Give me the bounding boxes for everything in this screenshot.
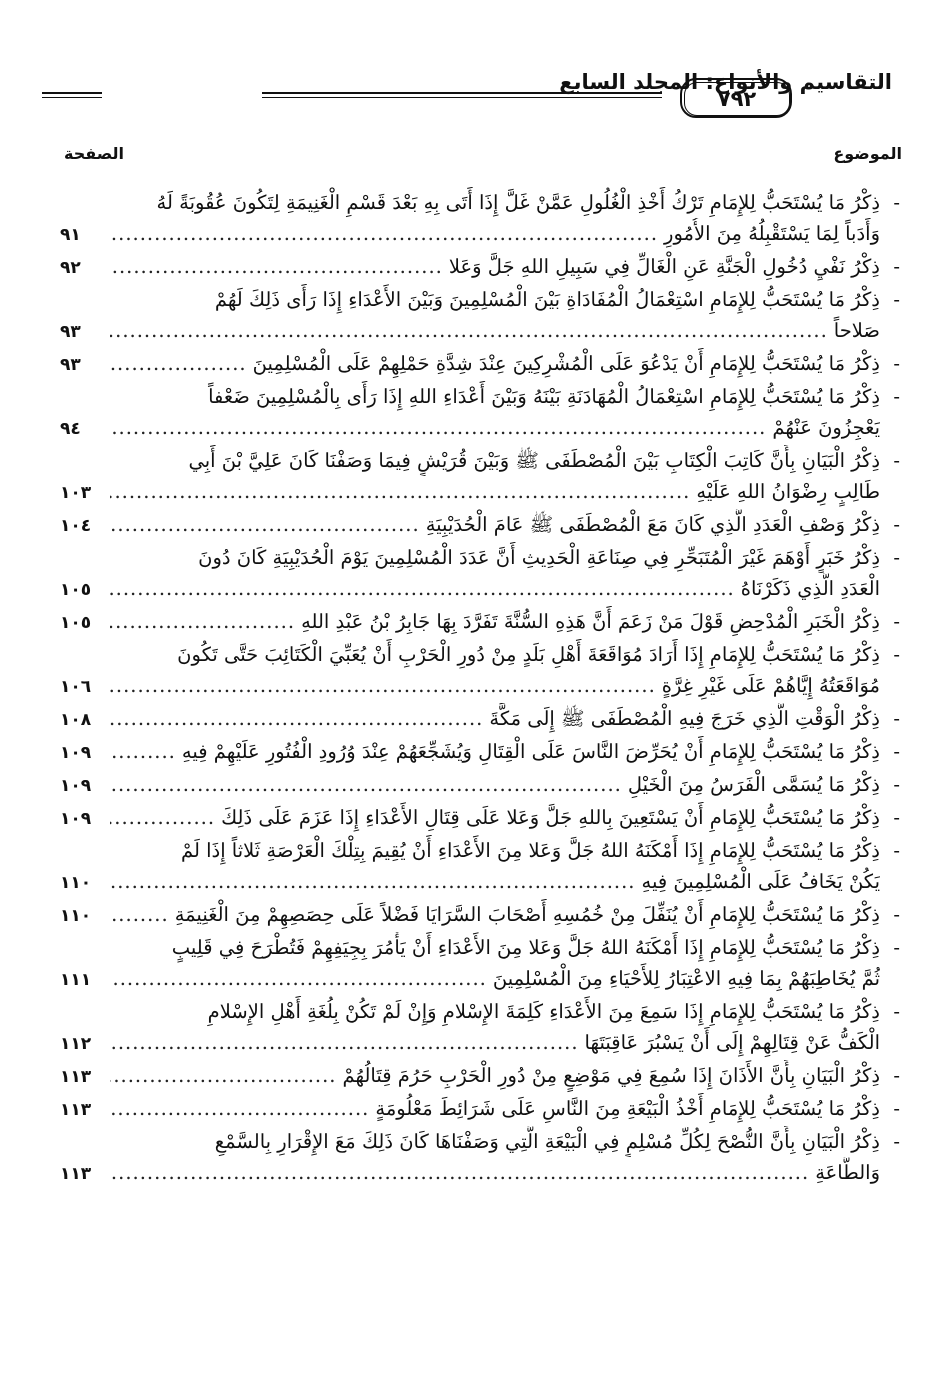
dot-leader bbox=[110, 963, 487, 994]
entry-page-number: ١١٢ bbox=[60, 1034, 92, 1054]
index-entry bbox=[60, 251, 900, 284]
running-title: التقاسيم والأنواع: المجلد السابع bbox=[559, 70, 892, 94]
entry-bullet: - bbox=[893, 839, 900, 862]
dot-leader bbox=[110, 866, 636, 897]
dot-leader bbox=[110, 670, 656, 701]
entry-bullet: - bbox=[893, 1000, 900, 1023]
index-entry bbox=[60, 835, 900, 899]
entry-text: ذِكْرُ مَا يُسْتَحَبُّ لِلإِمَامِ إِذَا أَرَادَ مُوَاقَعَةَ أَهْلِ بَلَدٍ مِنْ دُورِ الْحَرْبِ أَنْ يُعَبِّيَ الْكَتَائِبَ حَتَّى تَكُونَ bbox=[177, 643, 880, 666]
entry-text: ذِكْرُ مَا يُسْتَحَبُّ لِلإِمَامِ إِذَا سَمِعَ مِنَ الأَعْدَاءِ كَلِمَةَ الإِسْلامِ وَإِنْ لَمْ تَكُنْ بِلُغَةِ أَهْلِ الإِسْلامِ bbox=[207, 1000, 880, 1023]
dot-leader bbox=[110, 1093, 369, 1124]
entry-page-number: ٩٣ bbox=[60, 355, 81, 375]
index-entry bbox=[60, 703, 900, 736]
header-rule-left bbox=[42, 92, 102, 98]
entry-bullet: - bbox=[893, 707, 900, 730]
entry-text: ذِكْرُ وَصْفِ الْعَدَدِ الَّذِي كَانَ مَعَ الْمُصْطَفَى ﷺ عَامَ الْحُدَيْبِيَةِ bbox=[425, 513, 880, 536]
entry-text: ثُمَّ يُخَاطِبَهُمْ بِمَا فِيهِ الاعْتِبَارُ لِلأَحْيَاءِ مِنَ الْمُسْلِمِينَ bbox=[492, 967, 880, 990]
entry-page-number: ١٠٤ bbox=[60, 516, 92, 536]
dot-leader bbox=[110, 802, 215, 833]
entry-text: ذِكْرُ الْبَيَانِ بِأَنَّ الأَذَانَ إِذَا سُمِعَ فِي مَوْضِعٍ مِنْ دُورِ الْحَرْبِ حَرُمَ قِتَالُهُمْ bbox=[342, 1064, 880, 1087]
entry-bullet: - bbox=[893, 903, 900, 926]
index-entry bbox=[60, 802, 900, 835]
index-entry bbox=[60, 381, 900, 445]
entry-text: طَالِبٍ رِضْوَانُ اللهِ عَلَيْهِ bbox=[696, 480, 880, 503]
entry-text: ذِكْرُ خَبَرٍ أَوْهَمَ غَيْرَ الْمُتَبَحِّرِ فِي صِنَاعَةِ الْحَدِيثِ أَنَّ عَدَدَ الْمُسْلِمِينَ يَوْمَ الْحُدَيْبِيَةِ كَانَ دُونَ bbox=[198, 546, 880, 569]
entry-text: ذِكْرُ مَا يُسْتَحَبُّ لِلإِمَامِ أَنْ يَسْتَعِينَ بِاللهِ جَلَّ وَعَلا عَلَى قِتَالِ الأَعْدَاءِ إِذَا عَزَمَ عَلَى ذَلِكَ bbox=[221, 806, 880, 829]
entry-bullet: - bbox=[893, 546, 900, 569]
index-entry bbox=[60, 284, 900, 348]
entry-page-number: ٩٤ bbox=[60, 419, 81, 439]
index-entry bbox=[60, 187, 900, 251]
entry-bullet: - bbox=[893, 936, 900, 959]
page-column-heading: الصفحة bbox=[64, 144, 125, 163]
entry-text: ذِكْرُ مَا يُسْتَحَبُّ لِلإِمَامِ أَنْ يَدْعُوَ عَلَى الْمُشْرِكِينَ عِنْدَ شِدَّةِ حَمْلِهِمْ عَلَى الْمُسْلِمِينَ bbox=[252, 352, 880, 375]
page-number: ٧٩٢ bbox=[684, 82, 790, 116]
entry-bullet: - bbox=[893, 449, 900, 472]
entry-text: ذِكْرُ مَا يُسْتَحَبُّ لِلإِمَامِ تَرْكُ أَخْذِ الْغُلُولِ عَمَّنْ غَلَّ إِذَا أَتَى بِهِ بَعْدَ قَسْمِ الْغَنِيمَةِ لِتَكُونَ عُقُوبَةً لَهُ bbox=[156, 191, 880, 214]
entry-bullet: - bbox=[893, 1097, 900, 1120]
dot-leader bbox=[110, 1060, 337, 1091]
entry-bullet: - bbox=[893, 352, 900, 375]
index-entry bbox=[60, 348, 900, 381]
entry-text: ذِكْرُ مَا يُسْتَحَبُّ لِلإِمَامِ اسْتِعْمَالُ الْمُفَادَاةِ بَيْنَ الْمُسْلِمِينَ وَبَيْنَ الأَعْدَاءِ إِذَا رَأَى ذَلِكَ لَهُمْ bbox=[214, 288, 880, 311]
entry-text: الْعَدَدِ الَّذِي ذَكَرْنَاهُ bbox=[740, 577, 880, 600]
index-entries bbox=[60, 187, 900, 1190]
index-entry bbox=[60, 899, 900, 932]
dot-leader bbox=[110, 348, 247, 379]
index-entry bbox=[60, 769, 900, 802]
dot-leader bbox=[110, 703, 483, 734]
entry-page-number: ١٠٨ bbox=[60, 710, 92, 730]
entry-bullet: - bbox=[893, 255, 900, 278]
dot-leader bbox=[110, 476, 690, 507]
entry-bullet: - bbox=[893, 513, 900, 536]
entry-text: ذِكْرُ مَا يُسْتَحَبُّ لِلإِمَامِ أَنْ يُحَرِّضَ النَّاسَ عَلَى الْقِتَالِ وَيُشَجِّعَهُمْ عِنْدَ وُرُودِ الْفُتُورِ عَلَيْهِمْ فِيهِ bbox=[181, 740, 880, 763]
index-entry bbox=[60, 736, 900, 769]
entry-bullet: - bbox=[893, 385, 900, 408]
entry-text: يَعْجِزُونَ عَنْهُمْ bbox=[772, 416, 880, 439]
dot-leader bbox=[110, 218, 658, 249]
entry-page-number: ١١٣ bbox=[60, 1100, 92, 1120]
dot-leader bbox=[110, 573, 735, 604]
entry-page-number: ١١٣ bbox=[60, 1164, 92, 1184]
entry-page-number: ١١٠ bbox=[60, 906, 92, 926]
entry-page-number: ١٠٩ bbox=[60, 776, 92, 796]
page-header bbox=[42, 60, 902, 120]
index-entry bbox=[60, 542, 900, 606]
entry-page-number: ٩٢ bbox=[60, 258, 81, 278]
dot-leader bbox=[110, 769, 622, 800]
dot-leader bbox=[110, 1157, 809, 1188]
dot-leader bbox=[110, 736, 176, 767]
entry-page-number: ١١٣ bbox=[60, 1067, 92, 1087]
index-entry bbox=[60, 1060, 900, 1093]
dot-leader bbox=[110, 509, 420, 540]
index-entry bbox=[60, 445, 900, 509]
page-number-frame bbox=[680, 78, 792, 118]
entry-text: ذِكْرُ مَا يُسْتَحَبُّ لِلإِمَامِ إِذَا أَمْكَنَهُ اللهُ جَلَّ وَعَلا مِنَ الأَعْدَاءِ أَنْ يَأْمُرَ بِجِيَفِهِمْ فَتُطْرَحَ فِي قَلِيبٍ bbox=[171, 936, 880, 959]
index-entry bbox=[60, 606, 900, 639]
index-entry bbox=[60, 509, 900, 542]
entry-text: ذِكْرُ مَا يُسَمَّى الْفَرَسُ مِنَ الْخَيْلِ bbox=[627, 773, 880, 796]
entry-text: ذِكْرُ الْخَبَرِ الْمُدْحِضِ قَوْلَ مَنْ زَعَمَ أَنَّ هَذِهِ السُّنَّةَ تَفَرَّدَ بِهَا جَابِرُ بْنُ عَبْدِ اللهِ bbox=[301, 610, 880, 633]
entry-text: وَالطَّاعَةِ bbox=[815, 1161, 880, 1184]
index-entry bbox=[60, 932, 900, 996]
entry-text: ذِكْرُ مَا يُسْتَحَبُّ لِلإِمَامِ أَنْ يُنَفِّلَ مِنْ خُمُسِهِ أَصْحَابَ السَّرَايَا فَضْلاً عَلَى حِصَصِهِمْ مِنَ الْغَنِيمَةِ bbox=[174, 903, 880, 926]
entry-bullet: - bbox=[893, 773, 900, 796]
entry-bullet: - bbox=[893, 740, 900, 763]
entry-text: ذِكْرُ مَا يُسْتَحَبُّ لِلإِمَامِ أَخْذُ الْبَيْعَةِ مِنَ النَّاسِ عَلَى شَرَائِطَ مَعْلُومَةٍ bbox=[375, 1097, 880, 1120]
entry-page-number: ١١٠ bbox=[60, 873, 92, 893]
dot-leader bbox=[110, 1027, 579, 1058]
dot-leader bbox=[110, 251, 443, 282]
entry-bullet: - bbox=[893, 1064, 900, 1087]
entry-bullet: - bbox=[893, 610, 900, 633]
index-entry bbox=[60, 996, 900, 1060]
entry-page-number: ١٠٦ bbox=[60, 677, 92, 697]
index-entry bbox=[60, 639, 900, 703]
header-rule bbox=[262, 92, 662, 98]
dot-leader bbox=[110, 315, 828, 346]
entry-page-number: ١٠٥ bbox=[60, 580, 92, 600]
entry-page-number: ١٠٩ bbox=[60, 809, 92, 829]
entry-page-number: ١٠٩ bbox=[60, 743, 92, 763]
column-headings bbox=[44, 140, 902, 170]
entry-text: ذِكْرُ الْوَقْتِ الَّذِي خَرَجَ فِيهِ الْمُصْطَفَى ﷺ إِلَى مَكَّةَ bbox=[489, 707, 880, 730]
index-entry bbox=[60, 1126, 900, 1190]
entry-bullet: - bbox=[893, 806, 900, 829]
entry-bullet: - bbox=[893, 1130, 900, 1153]
entry-text: ذِكْرُ نَفْيِ دُخُولِ الْجَنَّةِ عَنِ الْغَالِّ فِي سَبِيلِ اللهِ جَلَّ وَعَلا bbox=[448, 255, 880, 278]
entry-page-number: ١١١ bbox=[60, 970, 92, 990]
dot-leader bbox=[110, 899, 169, 930]
entry-text: وَأَدَباً لِمَا يَسْتَقْبِلُهُ مِنَ الأُمُورِ bbox=[664, 222, 880, 245]
entry-bullet: - bbox=[893, 288, 900, 311]
index-entry bbox=[60, 1093, 900, 1126]
entry-page-number: ٩١ bbox=[60, 225, 81, 245]
entry-text: صَلاحاً bbox=[833, 319, 880, 342]
entry-bullet: - bbox=[893, 191, 900, 214]
entry-page-number: ١٠٥ bbox=[60, 613, 92, 633]
dot-leader bbox=[110, 606, 295, 637]
entry-bullet: - bbox=[893, 643, 900, 666]
topic-column-heading: الموضوع bbox=[833, 144, 902, 163]
entry-text: الْكَفُّ عَنْ قِتَالِهِمْ إِلَى أَنْ يَسْبُرَ عَاقِبَتَهَا bbox=[584, 1031, 880, 1054]
entry-page-number: ٩٣ bbox=[60, 322, 81, 342]
entry-text: ذِكْرُ مَا يُسْتَحَبُّ لِلإِمَامِ إِذَا أَمْكَنَهُ اللهُ جَلَّ وَعَلا مِنَ الأَعْدَاءِ أَنْ يُقِيمَ بِتِلْكَ الْعَرْصَةِ ثَلاثاً إِذَا لَمْ bbox=[180, 839, 880, 862]
entry-text: ذِكْرُ مَا يُسْتَحَبُّ لِلإِمَامِ اسْتِعْمَالُ الْمُهَادَنَةِ بَيْنَهُ وَبَيْنَ أَعْدَاءِ اللهِ إِذَا رَأَى بِالْمُسْلِمِينَ ضَعْفاً bbox=[208, 385, 880, 408]
entry-text: يَكُنْ يَخَافُ عَلَى الْمُسْلِمِينَ فِيهِ bbox=[641, 870, 880, 893]
entry-page-number: ١٠٣ bbox=[60, 483, 92, 503]
entry-text: مُوَاقَعَتُهُ إِيَّاهُمْ عَلَى غَيْرِ غِرَّةٍ bbox=[661, 674, 880, 697]
dot-leader bbox=[110, 412, 766, 443]
entry-text: ذِكْرُ الْبَيَانِ بِأَنَّ النُّصْحَ لِكُلِّ مُسْلِمٍ فِي الْبَيْعَةِ الَّتِي وَصَفْنَاهَا كَانَ ذَلِكَ مَعَ الإِقْرَارِ بِالسَّمْعِ bbox=[214, 1130, 880, 1153]
entry-text: ذِكْرُ الْبَيَانِ بِأَنَّ كَاتِبَ الْكِتَابِ بَيْنَ الْمُصْطَفَى ﷺ وَبَيْنَ قُرَيْشٍ فِيمَا وَصَفْنَا كَانَ عَلِيَّ بْنَ أَبِي bbox=[188, 449, 880, 472]
